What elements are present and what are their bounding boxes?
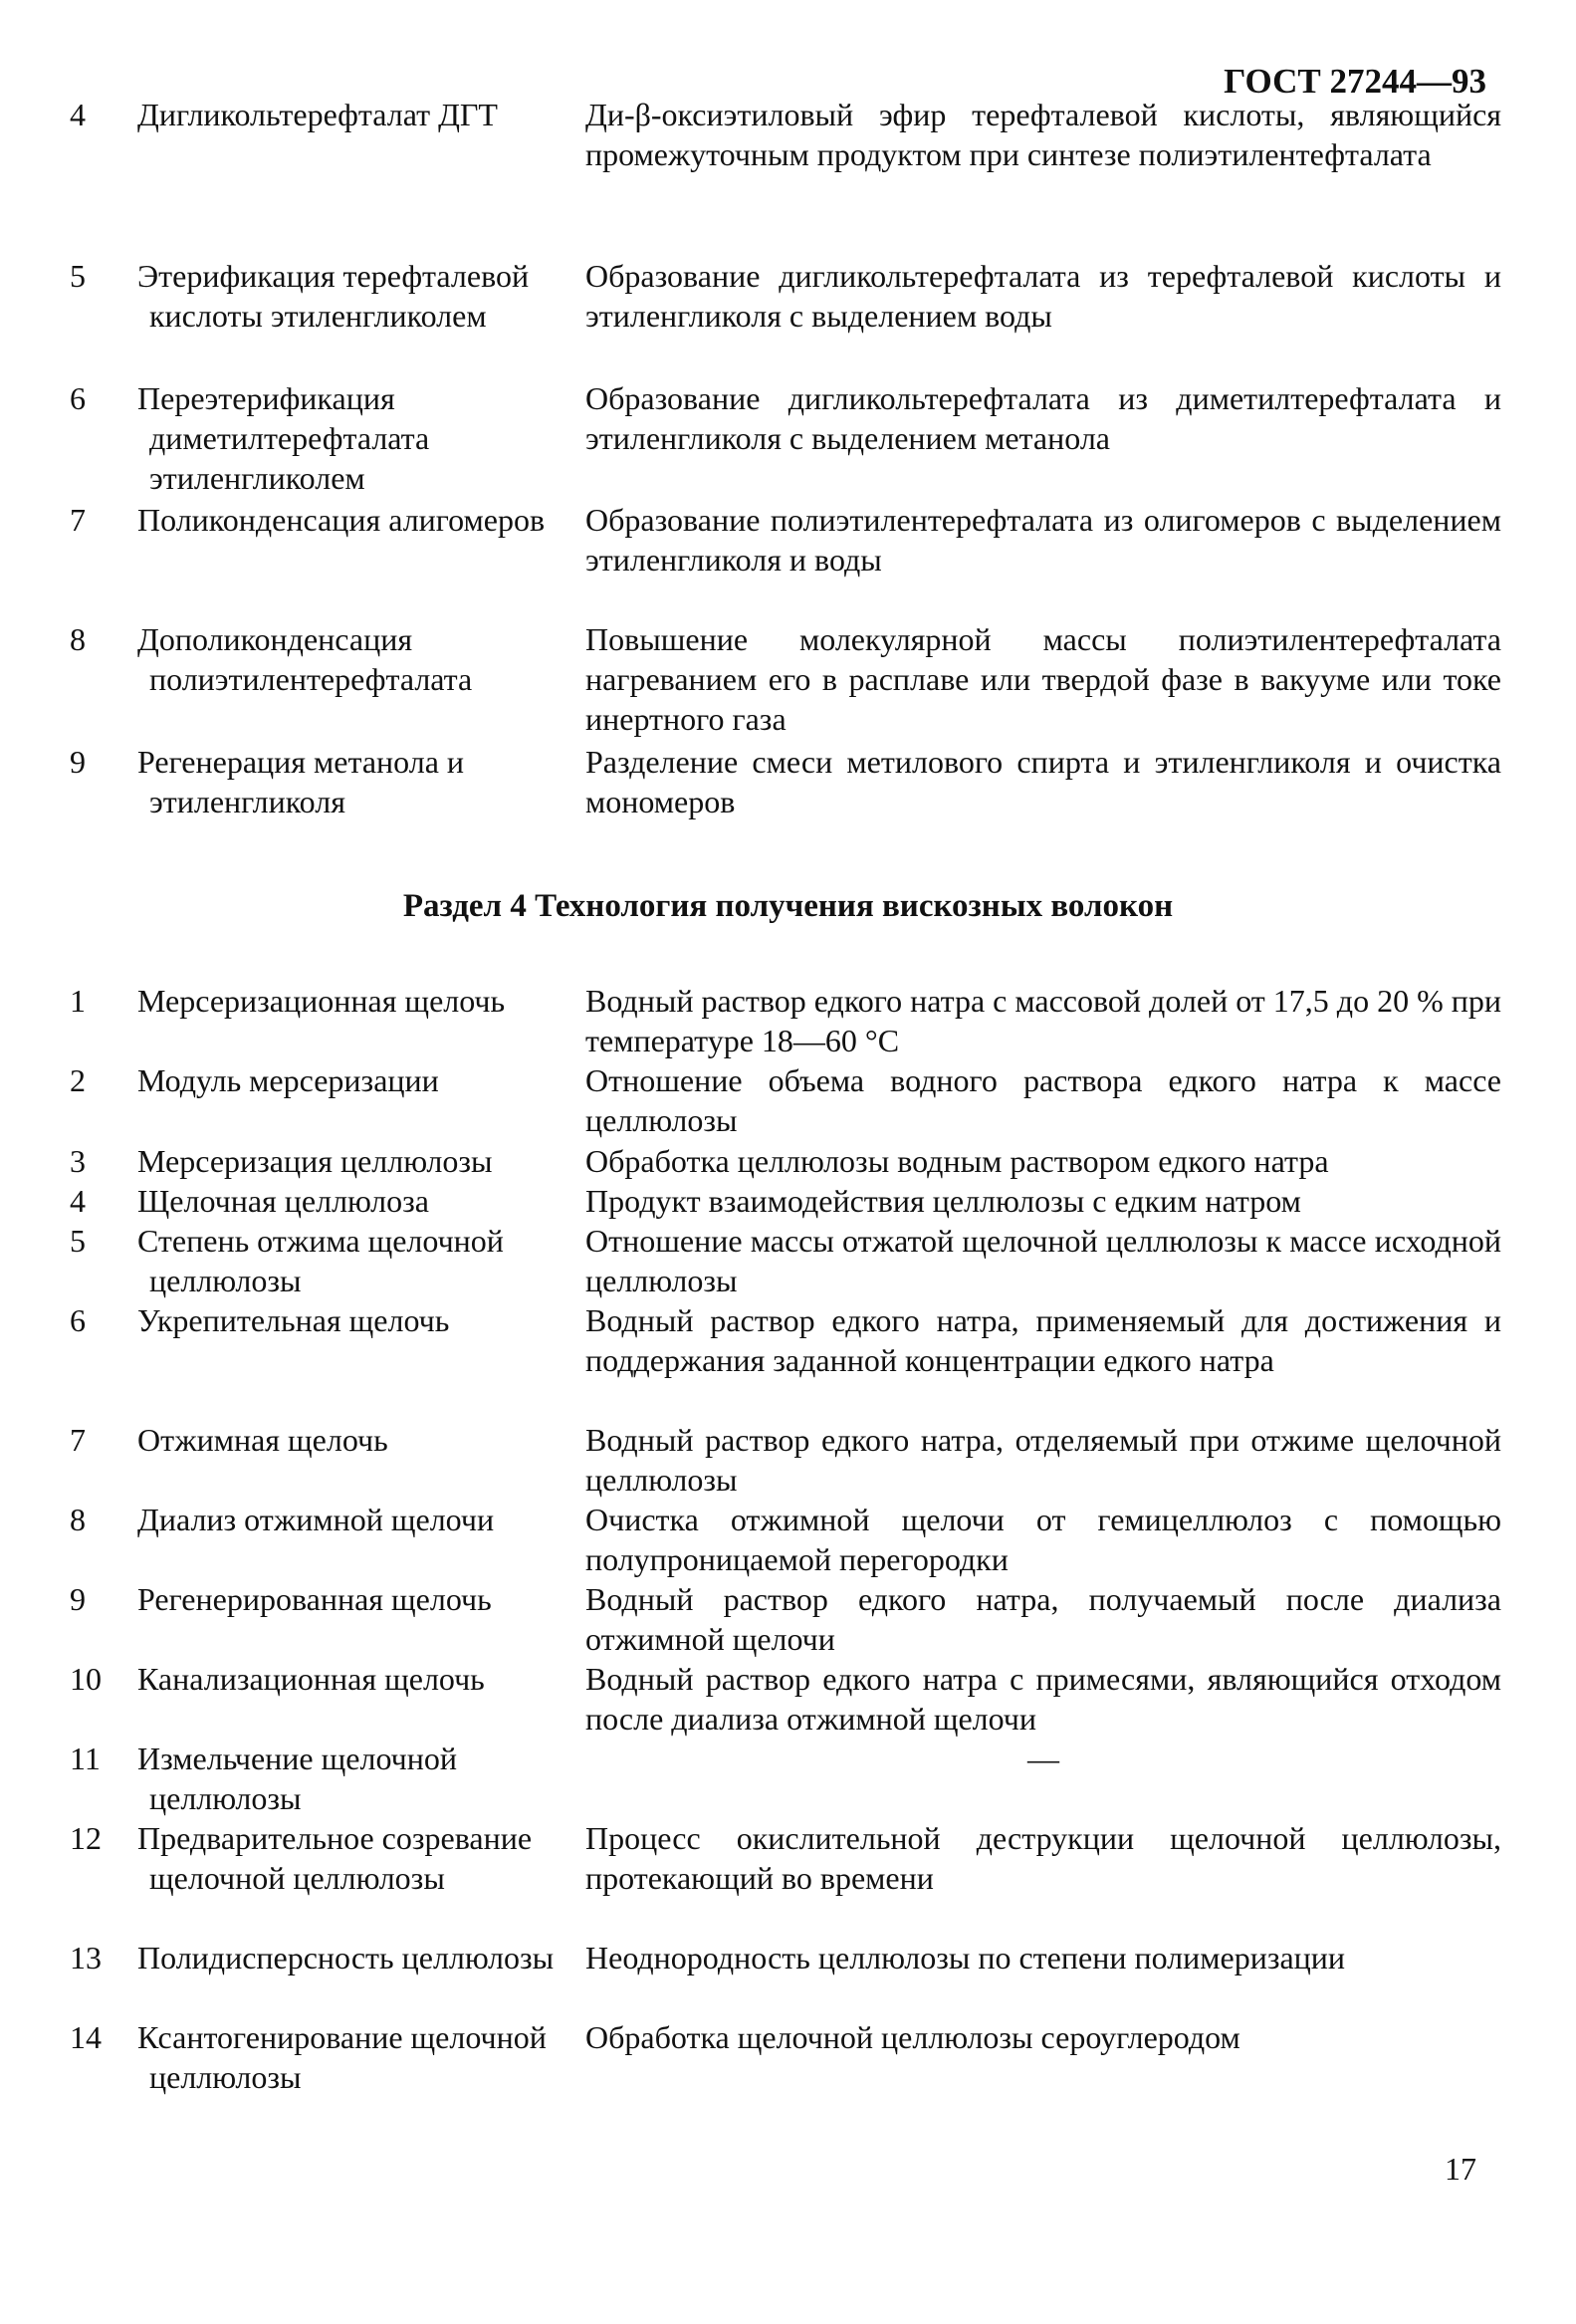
term-name <box>70 981 567 1021</box>
term-number: 9 <box>70 1581 86 1617</box>
term-name <box>70 619 567 699</box>
term-label: Мерсеризация целлюлозы <box>137 1143 493 1179</box>
term-definition: Водный раствор едкого натра, получаемый после диализа отжимной щелочи <box>585 1581 1501 1657</box>
term-label: Канализационная щелочь <box>137 1661 485 1697</box>
term-definition: Ди-β-оксиэтиловый эфир терефталевой кислоты, являющийся промежуточным продуктом при синтезе полиэтилентефталата <box>585 97 1501 172</box>
term-label: Щелочная целлюлоза <box>137 1183 429 1219</box>
term-definition: Отношение объема водного раствора едкого натра к массе целлюлозы <box>585 1062 1501 1138</box>
term-number: 7 <box>70 1422 86 1458</box>
term-label: Дополиконденсация полиэтилентерефталата <box>137 621 473 697</box>
term-label: Отжимная щелочь <box>137 1422 388 1458</box>
term-label: Степень отжима щелочной целлюлозы <box>137 1223 504 1298</box>
term-number: 14 <box>70 2019 102 2055</box>
term-definition: — <box>1027 1741 1059 1776</box>
term-number: 5 <box>70 258 86 294</box>
term-number: 1 <box>70 983 86 1019</box>
term-name <box>70 1500 567 1539</box>
term-name <box>70 742 567 821</box>
term-definition: Водный раствор едкого натра, применяемый для достижения и поддержания заданной концентрации едкого натра <box>585 1302 1501 1378</box>
term-name <box>70 1181 567 1221</box>
term-definition: Образование дигликольтерефталата из диметилтерефталата и этиленгликоля с выделением метанола <box>585 380 1501 456</box>
term-name <box>70 1579 567 1619</box>
term-label: Этерификация терефталевой кислоты этиленгликолем <box>137 258 530 334</box>
term-label: Измельчение щелочной целлюлозы <box>137 1741 457 1816</box>
term-number: 6 <box>70 1302 86 1338</box>
term-name <box>70 378 567 498</box>
term-label: Регенерация метанола и этиленгликоля <box>137 744 465 819</box>
term-number: 8 <box>70 1502 86 1537</box>
term-name <box>70 2017 567 2097</box>
term-label: Регенерированная щелочь <box>137 1581 492 1617</box>
term-name <box>70 1938 567 1977</box>
term-name <box>70 1818 567 1898</box>
term-name <box>70 1659 567 1699</box>
term-definition: Водный раствор едкого натра с примесями, являющийся отходом после диализа отжимной щелочи <box>585 1661 1501 1737</box>
term-number: 7 <box>70 502 86 538</box>
page-number: 17 <box>1445 2151 1476 2187</box>
term-number: 3 <box>70 1143 86 1179</box>
term-label: Предварительное созревание щелочной целлюлозы <box>137 1820 533 1896</box>
term-name <box>70 95 567 134</box>
term-definition: Обработка щелочной целлюлозы сероуглеродом <box>585 2019 1240 2055</box>
term-number: 9 <box>70 744 86 780</box>
term-name <box>70 1141 567 1181</box>
term-number: 10 <box>70 1661 102 1697</box>
term-number: 12 <box>70 1820 102 1856</box>
term-definition: Водный раствор едкого натра, отделяемый при отжиме щелочной целлюлозы <box>585 1422 1501 1498</box>
term-name <box>70 256 567 336</box>
term-name <box>70 500 567 540</box>
term-definition: Неоднородность целлюлозы по степени полимеризации <box>585 1940 1346 1975</box>
term-label: Модуль мерсеризации <box>137 1062 439 1098</box>
term-label: Мерсеризационная щелочь <box>137 983 506 1019</box>
term-name <box>70 1420 567 1460</box>
term-number: 13 <box>70 1940 102 1975</box>
term-name <box>70 1739 567 1818</box>
term-definition: Повышение молекулярной массы полиэтилентерефталата нагреванием его в расплаве или твердой фазе в вакууме или токе инертного газа <box>585 621 1501 737</box>
term-definition: Водный раствор едкого натра с массовой долей от 17,5 до 20 % при температуре 18—60 °С <box>585 983 1501 1058</box>
term-name <box>70 1300 567 1340</box>
term-definition: Разделение смеси метилового спирта и этиленгликоля и очистка мономеров <box>585 744 1501 819</box>
term-number: 4 <box>70 97 86 132</box>
term-label: Переэтерификация диметилтерефталата этиленгликолем <box>137 380 430 496</box>
term-number: 8 <box>70 621 86 657</box>
term-definition: Отношение массы отжатой щелочной целлюлозы к массе исходной целлюлозы <box>585 1223 1501 1298</box>
term-definition: Образование дигликольтерефталата из терефталевой кислоты и этиленгликоля с выделением воды <box>585 258 1501 334</box>
term-label: Дигликольтерефталат ДГТ <box>137 97 498 132</box>
term-definition: Образование полиэтилентерефталата из олигомеров с выделением этиленгликоля и воды <box>585 502 1501 578</box>
term-number: 6 <box>70 380 86 416</box>
term-definition: Процесс окислительной деструкции щелочной целлюлозы, протекающий во времени <box>585 1820 1501 1896</box>
standard-code-header: ГОСТ 27244—93 <box>1224 62 1486 101</box>
term-label: Укрепительная щелочь <box>137 1302 450 1338</box>
term-definition: Продукт взаимодействия целлюлозы с едким натром <box>585 1183 1301 1219</box>
term-name <box>70 1060 567 1100</box>
term-definition: Очистка отжимной щелочи от гемицеллюлоз с помощью полупроницаемой перегородки <box>585 1502 1501 1577</box>
section-title: Раздел 4 Технология получения вискозных волокон <box>402 888 1174 924</box>
term-number: 4 <box>70 1183 86 1219</box>
term-label: Диализ отжимной щелочи <box>137 1502 495 1537</box>
term-name <box>70 1221 567 1300</box>
term-number: 11 <box>70 1741 101 1776</box>
term-label: Полидисперсность целлюлозы <box>137 1940 555 1975</box>
term-label: Поликонденсация алигомеров <box>137 502 546 538</box>
term-definition: Обработка целлюлозы водным раствором едкого натра <box>585 1143 1329 1179</box>
term-number: 5 <box>70 1223 86 1259</box>
term-label: Ксантогенирование щелочной целлюлозы <box>137 2019 547 2095</box>
term-number: 2 <box>70 1062 86 1098</box>
